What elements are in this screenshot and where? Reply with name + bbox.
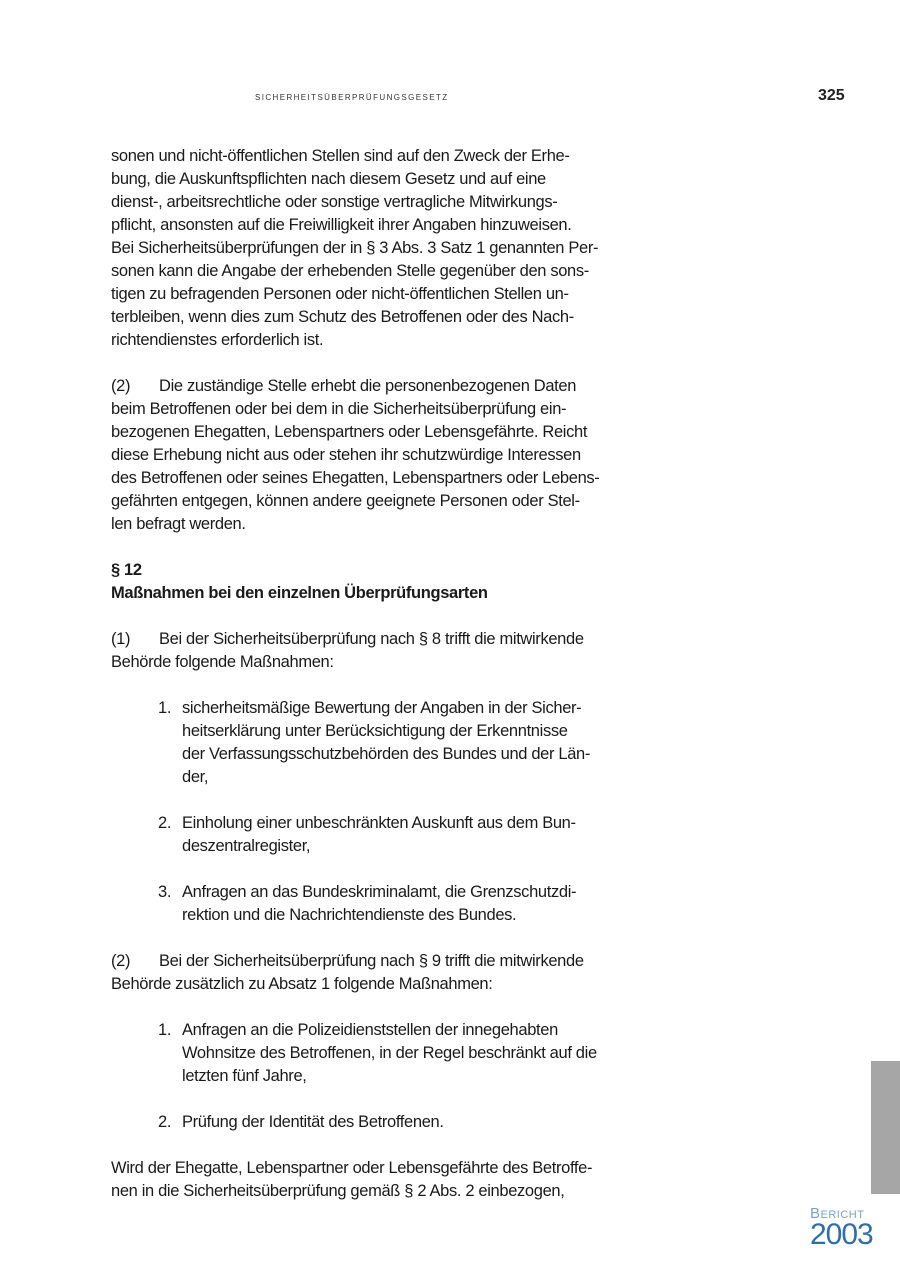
page-number: 325 xyxy=(818,87,845,104)
text-line: sonen kann die Angabe der erhebenden Stelle gegenüber den sons- xyxy=(111,262,589,280)
text-line: Behörde zusätzlich zu Absatz 1 folgende Maßnahmen: xyxy=(111,975,493,993)
text-line: gefährten entgegen, können andere geeignete Personen oder Stel- xyxy=(111,492,580,510)
list-item-number: 2. xyxy=(158,814,172,832)
text-line: tigen zu befragenden Personen oder nicht-öffentlichen Stellen un- xyxy=(111,285,569,303)
intro-paragraph xyxy=(111,145,676,352)
text-line: letzten fünf Jahre, xyxy=(182,1067,307,1085)
paragraph-2 xyxy=(111,375,676,536)
section-number: § 12 xyxy=(111,561,142,579)
text-line: bung, die Auskunftspflichten nach diesem Gesetz und auf eine xyxy=(111,170,546,188)
text-line: Die zuständige Stelle erhebt die personenbezogenen Daten xyxy=(159,377,577,395)
text-line: len befragt werden. xyxy=(111,515,246,533)
closing-paragraph xyxy=(111,1157,676,1203)
text-line: Einholung einer unbeschränkten Auskunft aus dem Bun- xyxy=(182,814,576,832)
text-line: Bei Sicherheitsüberprüfungen der in § 3 Abs. 3 Satz 1 genannten Per- xyxy=(111,239,599,257)
text-line: des Betroffenen oder seines Ehegatten, Lebenspartners oder Lebens- xyxy=(111,469,600,487)
running-title: sicherheitsüberprüfungsgesetz xyxy=(255,89,449,103)
measures-list-1 xyxy=(111,697,676,927)
page-body xyxy=(111,145,676,1203)
text-line: Bei der Sicherheitsüberprüfung nach § 9 trifft die mitwirkende xyxy=(159,952,584,970)
text-line: der Verfassungsschutzbehörden des Bundes und der Län- xyxy=(182,745,590,763)
brand-year: 2003 xyxy=(810,1218,873,1251)
text-line: bezogenen Ehegatten, Lebenspartners oder Lebensgefährte. Reicht xyxy=(111,423,588,441)
list-item xyxy=(111,881,676,927)
text-line: pflicht, ansonsten auf die Freiwilligkeit ihrer Angaben hinzuweisen. xyxy=(111,216,572,234)
report-brand xyxy=(810,1206,900,1250)
paragraph-number: (2) xyxy=(111,377,131,395)
text-line: Prüfung der Identität des Betroffenen. xyxy=(182,1113,444,1131)
list-item xyxy=(111,1111,676,1134)
text-line: sonen und nicht-öffentlichen Stellen sind auf den Zweck der Erhe- xyxy=(111,147,570,165)
text-line: deszentralregister, xyxy=(182,837,311,855)
text-line: heitserklärung unter Berücksichtigung der Erkenntnisse xyxy=(182,722,568,740)
text-line: dienst-, arbeitsrechtliche oder sonstige vertragliche Mitwirkungs- xyxy=(111,193,558,211)
measures-list-2 xyxy=(111,1019,676,1134)
list-item xyxy=(111,812,676,858)
list-item-number: 1. xyxy=(158,1021,172,1039)
text-line: beim Betroffenen oder bei dem in die Sicherheitsüberprüfung ein- xyxy=(111,400,567,418)
paragraph-number: (2) xyxy=(111,952,131,970)
text-line: rektion und die Nachrichtendienste des Bundes. xyxy=(182,906,517,924)
text-line: richtendienstes erforderlich ist. xyxy=(111,331,324,349)
text-line: Bei der Sicherheitsüberprüfung nach § 8 trifft die mitwirkende xyxy=(159,630,584,648)
section-12-paragraph-2 xyxy=(111,950,676,996)
text-line: sicherheitsmäßige Bewertung der Angaben in der Sicher- xyxy=(182,699,582,717)
section-heading xyxy=(111,559,676,605)
text-line: terbleiben, wenn dies zum Schutz des Betroffenen oder des Nach- xyxy=(111,308,574,326)
text-line: Anfragen an das Bundeskriminalamt, die Grenzschutzdi- xyxy=(182,883,577,901)
text-line: nen in die Sicherheitsüberprüfung gemäß § 2 Abs. 2 einbezogen, xyxy=(111,1182,565,1200)
list-item xyxy=(111,1019,676,1088)
text-line: diese Erhebung nicht aus oder stehen ihr schutzwürdige Interessen xyxy=(111,446,581,464)
text-line: der, xyxy=(182,768,209,786)
list-item-number: 3. xyxy=(158,883,172,901)
brand-word: Bericht xyxy=(810,1205,865,1222)
text-line: Behörde folgende Maßnahmen: xyxy=(111,653,334,671)
list-item xyxy=(111,697,676,789)
text-line: Wird der Ehegatte, Lebenspartner oder Lebensgefährte des Betroffe- xyxy=(111,1159,593,1177)
text-line: Anfragen an die Polizeidienststellen der innegehabten xyxy=(182,1021,558,1039)
paragraph-number: (1) xyxy=(111,630,131,648)
list-item-number: 2. xyxy=(158,1113,172,1131)
text-line: Wohnsitze des Betroffenen, in der Regel beschränkt auf die xyxy=(182,1044,597,1062)
section-12-paragraph-1 xyxy=(111,628,676,674)
side-tab-marker xyxy=(871,1061,900,1194)
section-title: Maßnahmen bei den einzelnen Überprüfungsarten xyxy=(111,584,488,602)
list-item-number: 1. xyxy=(158,699,172,717)
